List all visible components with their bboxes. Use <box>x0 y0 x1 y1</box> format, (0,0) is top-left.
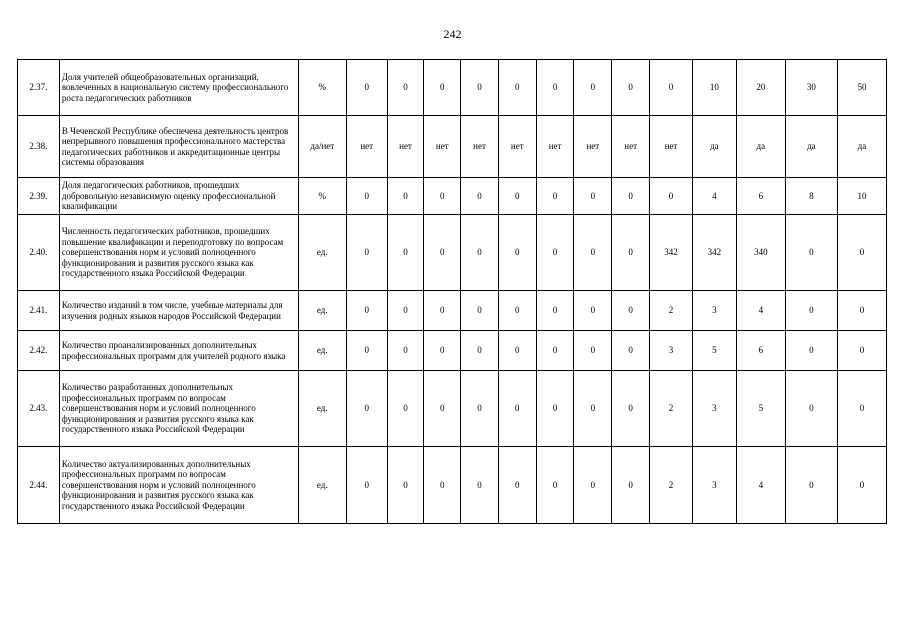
value-cell: нет <box>498 116 536 178</box>
value-cell: 0 <box>387 178 424 215</box>
indicator-description: Численность педагогических работников, прошедших повышение квалификации и переподготовку по вопросам совершенствования норм и условий полноценного функционирования и развития русского языка как государственного языка Российской Федерации <box>59 215 298 291</box>
value-cell: 0 <box>612 215 650 291</box>
table-row <box>18 291 887 331</box>
unit-cell: % <box>298 178 346 215</box>
value-cell: 6 <box>736 331 785 371</box>
value-cell: 0 <box>650 178 693 215</box>
value-cell: 5 <box>692 331 736 371</box>
value-cell: 0 <box>612 178 650 215</box>
indicators-table <box>17 59 887 524</box>
value-cell: 10 <box>837 178 886 215</box>
value-cell: 3 <box>650 331 693 371</box>
value-cell: 0 <box>387 60 424 116</box>
value-cell: 30 <box>785 60 837 116</box>
value-cell: 0 <box>498 291 536 331</box>
value-cell: 0 <box>461 215 499 291</box>
value-cell: 0 <box>612 291 650 331</box>
row-number: 2.38. <box>18 116 60 178</box>
value-cell: 0 <box>346 178 387 215</box>
value-cell: 0 <box>424 371 461 447</box>
value-cell: да <box>736 116 785 178</box>
value-cell: нет <box>650 116 693 178</box>
value-cell: 3 <box>692 291 736 331</box>
unit-cell: да/нет <box>298 116 346 178</box>
table-row <box>18 116 887 178</box>
value-cell: 10 <box>692 60 736 116</box>
value-cell: 5 <box>736 371 785 447</box>
value-cell: 0 <box>785 371 837 447</box>
value-cell: 0 <box>536 178 574 215</box>
value-cell: 0 <box>498 371 536 447</box>
row-number: 2.39. <box>18 178 60 215</box>
value-cell: 0 <box>346 215 387 291</box>
indicator-description: Количество актуализированных дополнительных профессиональных программ по вопросам совершенствования норм и условий полноценного функционирования и развития русского языка как государственного языка Российской Федерации <box>59 447 298 524</box>
value-cell: 6 <box>736 178 785 215</box>
value-cell: да <box>837 116 886 178</box>
value-cell: 20 <box>736 60 785 116</box>
value-cell: 0 <box>346 331 387 371</box>
value-cell: 0 <box>785 215 837 291</box>
value-cell: 0 <box>612 447 650 524</box>
value-cell: 0 <box>837 447 886 524</box>
value-cell: 2 <box>650 447 693 524</box>
table-row <box>18 371 887 447</box>
value-cell: 0 <box>612 60 650 116</box>
value-cell: 0 <box>387 331 424 371</box>
row-number: 2.41. <box>18 291 60 331</box>
value-cell: 0 <box>785 331 837 371</box>
value-cell: 0 <box>498 215 536 291</box>
unit-cell: ед. <box>298 371 346 447</box>
value-cell: 0 <box>424 447 461 524</box>
value-cell: 4 <box>736 291 785 331</box>
indicator-description: Количество проанализированных дополнительных профессиональных программ для учителей родного языка <box>59 331 298 371</box>
table-row <box>18 60 887 116</box>
value-cell: 0 <box>785 447 837 524</box>
page-number: 242 <box>443 27 462 41</box>
value-cell: да <box>692 116 736 178</box>
value-cell: 0 <box>461 447 499 524</box>
table-row <box>18 215 887 291</box>
value-cell: 0 <box>536 215 574 291</box>
table-row <box>18 331 887 371</box>
value-cell: 0 <box>461 331 499 371</box>
value-cell: 0 <box>536 291 574 331</box>
value-cell: 0 <box>498 178 536 215</box>
value-cell: 0 <box>424 178 461 215</box>
value-cell: 0 <box>837 215 886 291</box>
value-cell: 0 <box>837 291 886 331</box>
value-cell: 0 <box>424 60 461 116</box>
value-cell: 3 <box>692 447 736 524</box>
value-cell: 0 <box>387 215 424 291</box>
value-cell: 0 <box>574 331 612 371</box>
value-cell: 0 <box>574 291 612 331</box>
value-cell: 2 <box>650 371 693 447</box>
value-cell: 0 <box>536 447 574 524</box>
value-cell: 0 <box>498 60 536 116</box>
value-cell: 0 <box>424 291 461 331</box>
value-cell: 340 <box>736 215 785 291</box>
value-cell: 0 <box>574 60 612 116</box>
indicator-description: В Чеченской Республике обеспечена деятельность центров непрерывного повышения профессионального мастерства педагогических работников и аккредитационные центры системы образования <box>59 116 298 178</box>
value-cell: 3 <box>692 371 736 447</box>
value-cell: да <box>785 116 837 178</box>
indicator-description: Количество разработанных дополнительных профессиональных программ по вопросам совершенствования норм и условий полноценного функционирования и развития русского языка как государственного языка Российской Федерации <box>59 371 298 447</box>
unit-cell: % <box>298 60 346 116</box>
value-cell: 0 <box>612 371 650 447</box>
value-cell: 0 <box>387 447 424 524</box>
value-cell: 0 <box>536 60 574 116</box>
value-cell: нет <box>387 116 424 178</box>
row-number: 2.44. <box>18 447 60 524</box>
row-number: 2.42. <box>18 331 60 371</box>
value-cell: нет <box>461 116 499 178</box>
value-cell: 0 <box>650 60 693 116</box>
value-cell: 0 <box>461 371 499 447</box>
value-cell: 0 <box>387 371 424 447</box>
value-cell: 0 <box>837 371 886 447</box>
value-cell: 0 <box>536 331 574 371</box>
unit-cell: ед. <box>298 291 346 331</box>
value-cell: 0 <box>536 371 574 447</box>
value-cell: 342 <box>692 215 736 291</box>
value-cell: 0 <box>785 291 837 331</box>
value-cell: 0 <box>574 447 612 524</box>
value-cell: нет <box>612 116 650 178</box>
value-cell: 0 <box>837 331 886 371</box>
value-cell: 0 <box>612 331 650 371</box>
table-row <box>18 447 887 524</box>
indicator-description: Доля педагогических работников, прошедших добровольную независимую оценку профессиональной квалификации <box>59 178 298 215</box>
value-cell: 0 <box>461 178 499 215</box>
row-number: 2.37. <box>18 60 60 116</box>
indicator-description: Доля учителей общеобразовательных организаций, вовлеченных в национальную систему профессионального роста педагогических работников <box>59 60 298 116</box>
unit-cell: ед. <box>298 447 346 524</box>
value-cell: 50 <box>837 60 886 116</box>
indicator-description: Количество изданий в том числе, учебные материалы для изучения родных языков народов Российской Федерации <box>59 291 298 331</box>
value-cell: 0 <box>424 331 461 371</box>
table-row <box>18 178 887 215</box>
unit-cell: ед. <box>298 215 346 291</box>
value-cell: 4 <box>736 447 785 524</box>
value-cell: 0 <box>387 291 424 331</box>
value-cell: 0 <box>346 371 387 447</box>
value-cell: нет <box>574 116 612 178</box>
value-cell: 0 <box>461 60 499 116</box>
value-cell: 2 <box>650 291 693 331</box>
value-cell: 0 <box>498 447 536 524</box>
row-number: 2.40. <box>18 215 60 291</box>
value-cell: 342 <box>650 215 693 291</box>
value-cell: 0 <box>346 447 387 524</box>
value-cell: 0 <box>346 291 387 331</box>
value-cell: нет <box>346 116 387 178</box>
value-cell: 0 <box>346 60 387 116</box>
value-cell: 4 <box>692 178 736 215</box>
value-cell: 0 <box>498 331 536 371</box>
value-cell: 0 <box>461 291 499 331</box>
value-cell: 8 <box>785 178 837 215</box>
value-cell: 0 <box>424 215 461 291</box>
value-cell: 0 <box>574 371 612 447</box>
value-cell: 0 <box>574 215 612 291</box>
unit-cell: ед. <box>298 331 346 371</box>
value-cell: нет <box>536 116 574 178</box>
value-cell: 0 <box>574 178 612 215</box>
value-cell: нет <box>424 116 461 178</box>
row-number: 2.43. <box>18 371 60 447</box>
